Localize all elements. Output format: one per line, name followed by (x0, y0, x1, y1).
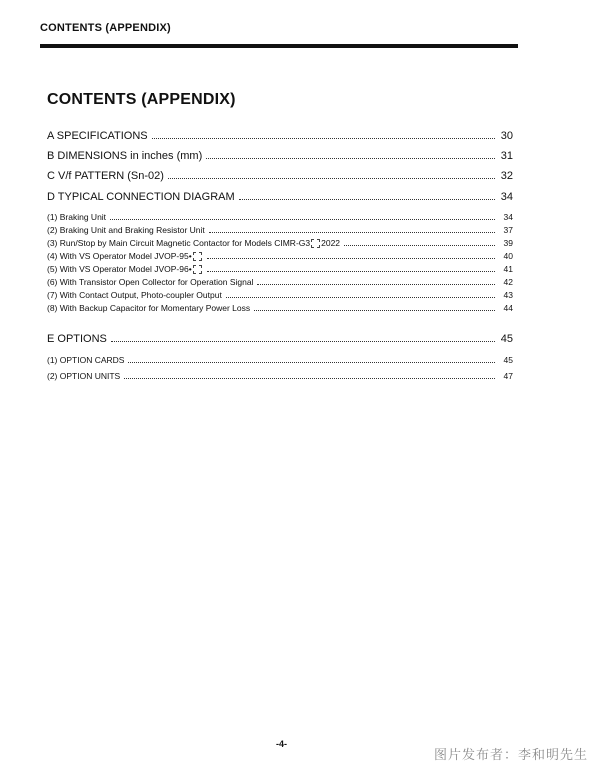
toc-entry-a[interactable] (47, 129, 513, 145)
toc-entry-label: (8) With Backup Capacitor for Momentary Power Loss (47, 303, 251, 313)
toc-entry-page: 41 (503, 264, 513, 274)
toc-entry-label (47, 238, 340, 248)
publisher-watermark: 图片发布者：李和明先生 (433, 747, 588, 762)
toc-subentry-d5[interactable] (47, 264, 513, 276)
label-text: (5) With VS Operator Model JVOP-96• (47, 264, 192, 274)
leader-dots (207, 264, 495, 272)
toc-entry-page: 34 (500, 190, 513, 203)
toc-entry-label: (2) OPTION UNITS (47, 371, 121, 381)
leader-dots (239, 190, 495, 200)
toc-entry-b[interactable] (47, 149, 513, 165)
toc-entry-label: E OPTIONS (47, 332, 107, 345)
toc-entry-label (47, 264, 203, 274)
toc-subentry-d4[interactable] (47, 251, 513, 263)
toc-entry-page: 43 (503, 290, 513, 300)
toc-entry-page: 44 (503, 303, 513, 313)
toc-entry-page: 47 (503, 371, 513, 381)
leader-dots (226, 290, 495, 298)
placeholder-box-icon (311, 239, 320, 248)
toc-entry-label: (7) With Contact Output, Photo-coupler Output (47, 290, 222, 300)
toc-entry-label: (1) OPTION CARDS (47, 355, 125, 365)
running-header: CONTENTS (APPENDIX) (40, 22, 171, 34)
label-text: 2022 (321, 238, 341, 248)
toc-entry-label: (2) Braking Unit and Braking Resistor Unit (47, 225, 205, 235)
toc-subentry-d8[interactable] (47, 303, 513, 315)
leader-dots (168, 169, 495, 179)
toc-subentry-e1[interactable] (47, 355, 513, 367)
header-rule (40, 44, 518, 48)
toc-entry-label: (6) With Transistor Open Collector for Operation Signal (47, 277, 254, 287)
toc-entry-page: 42 (503, 277, 513, 287)
toc-entry-page: 30 (500, 129, 513, 142)
leader-dots (111, 332, 495, 342)
toc-subentry-d2[interactable] (47, 225, 513, 237)
toc-entry-label: A SPECIFICATIONS (47, 129, 148, 142)
toc-entry-e[interactable] (47, 332, 513, 348)
toc-entry-label (47, 251, 203, 261)
leader-dots (209, 225, 495, 233)
leader-dots (257, 277, 495, 285)
toc-entry-label: (1) Braking Unit (47, 212, 107, 222)
leader-dots (110, 212, 495, 220)
toc-subentry-d6[interactable] (47, 277, 513, 289)
toc-entry-page: 32 (500, 169, 513, 182)
leader-dots (344, 238, 495, 246)
toc-entry-page: 34 (503, 212, 513, 222)
toc-entry-label: C V/f PATTERN (Sn-02) (47, 169, 164, 182)
toc-entry-page: 45 (500, 332, 513, 345)
placeholder-box-icon (193, 252, 202, 261)
leader-dots (152, 129, 495, 139)
toc-entry-page: 37 (503, 225, 513, 235)
label-text: (4) With VS Operator Model JVOP-95• (47, 251, 192, 261)
page-number: -4- (276, 739, 287, 749)
toc-entry-page: 31 (500, 149, 513, 162)
toc-subentry-d7[interactable] (47, 290, 513, 302)
leader-dots (206, 149, 495, 159)
toc-entry-page: 45 (503, 355, 513, 365)
placeholder-box-icon (193, 265, 202, 274)
leader-dots (254, 303, 495, 311)
toc-subentry-d1[interactable] (47, 212, 513, 224)
toc-entry-label: B DIMENSIONS in inches (mm) (47, 149, 203, 162)
toc-subentry-e2[interactable] (47, 371, 513, 383)
page-title: CONTENTS (APPENDIX) (47, 91, 236, 108)
toc-entry-page: 40 (503, 251, 513, 261)
leader-dots (128, 355, 495, 363)
toc-entry-c[interactable] (47, 169, 513, 185)
toc-entry-d[interactable] (47, 190, 513, 206)
leader-dots (124, 371, 495, 379)
label-text: (3) Run/Stop by Main Circuit Magnetic Contactor for Models CIMR-G3 (47, 238, 311, 248)
toc-subentry-d3[interactable] (47, 238, 513, 250)
toc-entry-page: 39 (503, 238, 513, 248)
toc-entry-label: D TYPICAL CONNECTION DIAGRAM (47, 190, 235, 203)
leader-dots (207, 251, 495, 259)
